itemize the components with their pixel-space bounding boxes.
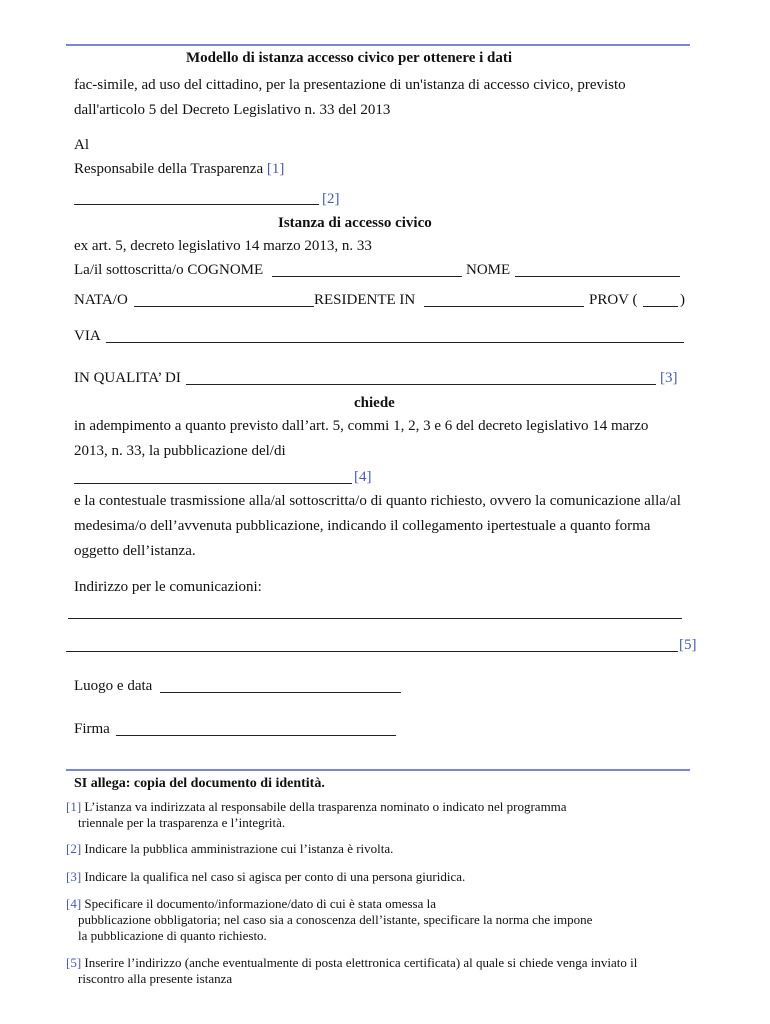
footnote-4-ref[interactable]: [4] [66, 896, 82, 911]
footnote-ref-3[interactable]: [3] [660, 370, 678, 386]
footnote-5-line-1: Inserire l’indirizzo (anche eventualmente di posta elettronica certificata) al quale si chiede venga inviato il [81, 955, 638, 970]
intro-line-1: fac-simile, ad uso del cittadino, per la presentazione di un'istanza di accesso civico, previsto [74, 77, 626, 93]
via-field[interactable] [106, 342, 684, 343]
recipient-responsabile [74, 161, 284, 178]
prov-label: PROV ( [589, 292, 638, 308]
firma-field[interactable] [116, 735, 396, 736]
pubblicazione-field[interactable] [74, 483, 352, 484]
responsabile-label: Responsabile della Trasparenza [74, 161, 264, 177]
intro-line-2: dall'articolo 5 del Decreto Legislativo n. 33 del 2013 [74, 102, 391, 118]
residente-label: RESIDENTE IN [314, 292, 416, 308]
chiede-line-2: 2013, n. 33, la pubblicazione del/di [74, 443, 286, 459]
footnote-1-line-1: L’istanza va indirizzata al responsabile della trasparenza nominato o indicato nel programma [81, 799, 567, 814]
footnote-4 [66, 896, 592, 944]
chiede-line-1: in adempimento a quanto previsto dall’art. 5, commi 1, 2, 3 e 6 del decreto legislativo 14 marzo [74, 418, 649, 434]
cognome-field[interactable] [272, 276, 462, 277]
residente-field[interactable] [424, 306, 584, 307]
qualita-field[interactable] [186, 384, 656, 385]
footnote-1-ref[interactable]: [1] [66, 799, 82, 814]
footnote-4-line-2: pubblicazione obbligatoria; nel caso sia a conoscenza dell’istante, specificare la norma che impone [78, 912, 593, 927]
istanza-title: Istanza di accesso civico [278, 215, 432, 231]
chiede-line-5: oggetto dell’istanza. [74, 543, 196, 559]
chiede-line-4: medesima/o dell’avvenuta pubblicazione, indicando il collegamento ipertestuale a quanto forma [74, 518, 651, 534]
istanza-subtitle: ex art. 5, decreto legislativo 14 marzo 2013, n. 33 [74, 238, 372, 254]
footnote-1 [66, 799, 567, 831]
nato-label: NATA/O [74, 292, 128, 308]
footnote-ref-5[interactable]: [5] [679, 637, 697, 653]
allega-note: SI allega: copia del documento di identità. [74, 776, 325, 791]
luogo-data-field[interactable] [160, 692, 401, 693]
indirizzo-field-2[interactable] [66, 651, 678, 652]
document-title: Modello di istanza accesso civico per ottenere i dati [186, 50, 513, 66]
prov-field[interactable] [643, 306, 678, 307]
prov-close: ) [680, 292, 685, 308]
sottoscritto-label: La/il sottoscritta/o COGNOME [74, 262, 264, 278]
footnote-2-ref[interactable]: [2] [66, 841, 82, 856]
indirizzo-field-1[interactable] [68, 618, 682, 619]
nome-label: NOME [466, 262, 511, 278]
luogo-label: Luogo e data [74, 678, 153, 694]
nato-field[interactable] [134, 306, 314, 307]
footnote-3 [66, 869, 465, 885]
footnote-1-line-2: triennale per la trasparenza e l’integrità. [78, 815, 286, 830]
footer-divider [66, 769, 690, 771]
top-divider [66, 44, 690, 46]
footnote-5-line-2: riscontro alla presente istanza [78, 971, 233, 986]
firma-label: Firma [74, 721, 110, 737]
chiede-heading: chiede [354, 395, 395, 411]
footnote-2-line-1: Indicare la pubblica amministrazione cui l’istanza è rivolta. [81, 841, 394, 856]
footnote-5-ref[interactable]: [5] [66, 955, 82, 970]
nome-field[interactable] [515, 276, 680, 277]
footnote-3-line-1: Indicare la qualifica nel caso si agisca per conto di una persona giuridica. [81, 869, 466, 884]
footnote-ref-2[interactable]: [2] [322, 191, 340, 207]
indirizzo-label: Indirizzo per le comunicazioni: [74, 579, 262, 595]
via-label: VIA [74, 328, 101, 344]
footnote-4-line-1: Specificare il documento/informazione/dato di cui è stata omessa la [81, 896, 437, 911]
footnote-ref-4[interactable]: [4] [354, 469, 372, 485]
administration-field[interactable] [74, 204, 319, 205]
footnote-ref-1[interactable]: [1] [266, 161, 285, 177]
footnote-4-line-3: la pubblicazione di quanto richiesto. [78, 928, 267, 943]
footnote-5 [66, 955, 637, 987]
qualita-label: IN QUALITA’ DI [74, 370, 181, 386]
footnote-3-ref[interactable]: [3] [66, 869, 82, 884]
footnote-2 [66, 841, 393, 857]
chiede-line-3: e la contestuale trasmissione alla/al sottoscritta/o di quanto richiesto, ovvero la comunicazione alla/al [74, 493, 681, 509]
recipient-al: Al [74, 137, 89, 153]
